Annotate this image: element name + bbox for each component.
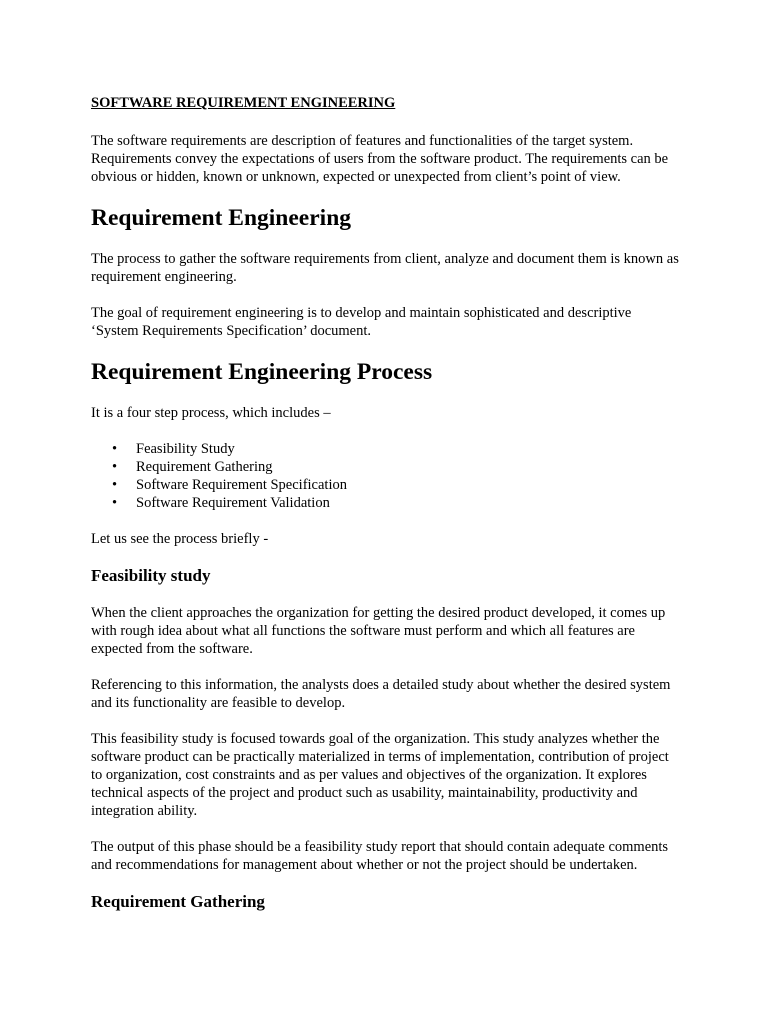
heading-requirement-engineering: Requirement Engineering bbox=[91, 205, 352, 231]
list-item bbox=[112, 476, 681, 494]
re-paragraph-1: The process to gather the software requirements from client, analyze and document them is known as requirement engineering. bbox=[91, 251, 679, 285]
list-item-text: Feasibility Study bbox=[136, 441, 235, 457]
feasibility-paragraph-3: This feasibility study is focused towards goal of the organization. This study analyzes whether the software product can be practically materialized in terms of implementation, contribution of project to organization, cost constraints and as per values and objectives of the organization. It explores technical aspects of the project and product such as usability, maintainability, productivity and integration ability. bbox=[91, 731, 669, 819]
feasibility-paragraph-4: The output of this phase should be a feasibility study report that should contain adequate comments and recommendations for management about whether or not the project should be undertaken. bbox=[91, 839, 669, 873]
bullet-icon: • bbox=[112, 459, 118, 475]
bullet-icon: • bbox=[112, 477, 118, 493]
list-item bbox=[112, 494, 681, 512]
process-lead-paragraph: It is a four step process, which includes – bbox=[91, 405, 331, 421]
heading-requirement-gathering: Requirement Gathering bbox=[91, 892, 265, 911]
intro-paragraph: The software requirements are description of features and functionalities of the target system. Requirements convey the expectations of users from the software product. The requirements can be obvious or hidden, known or unknown, expected or unexpected from client’s point of view. bbox=[91, 133, 669, 185]
feasibility-paragraph-1: When the client approaches the organization for getting the desired product developed, it comes up with rough idea about what all functions the software must perform and which all features are expected from the software. bbox=[91, 605, 666, 657]
re-paragraph-2: The goal of requirement engineering is to develop and maintain sophisticated and descriptive ‘System Requirements Specification’ document. bbox=[91, 305, 632, 339]
feasibility-paragraph-2: Referencing to this information, the analysts does a detailed study about whether the desired system and its functionality are feasible to develop. bbox=[91, 677, 671, 711]
process-steps-list bbox=[91, 440, 681, 512]
list-item-text: Software Requirement Specification bbox=[136, 477, 347, 493]
list-item bbox=[112, 440, 681, 458]
list-item-text: Requirement Gathering bbox=[136, 459, 273, 475]
process-after-paragraph: Let us see the process briefly - bbox=[91, 531, 269, 547]
document-page bbox=[91, 94, 681, 930]
list-item bbox=[112, 458, 681, 476]
heading-feasibility-study: Feasibility study bbox=[91, 566, 211, 585]
document-title: SOFTWARE REQUIREMENT ENGINEERING bbox=[91, 95, 396, 111]
list-item-text: Software Requirement Validation bbox=[136, 495, 330, 511]
bullet-icon: • bbox=[112, 495, 118, 511]
heading-re-process: Requirement Engineering Process bbox=[91, 359, 433, 385]
bullet-icon: • bbox=[112, 441, 118, 457]
